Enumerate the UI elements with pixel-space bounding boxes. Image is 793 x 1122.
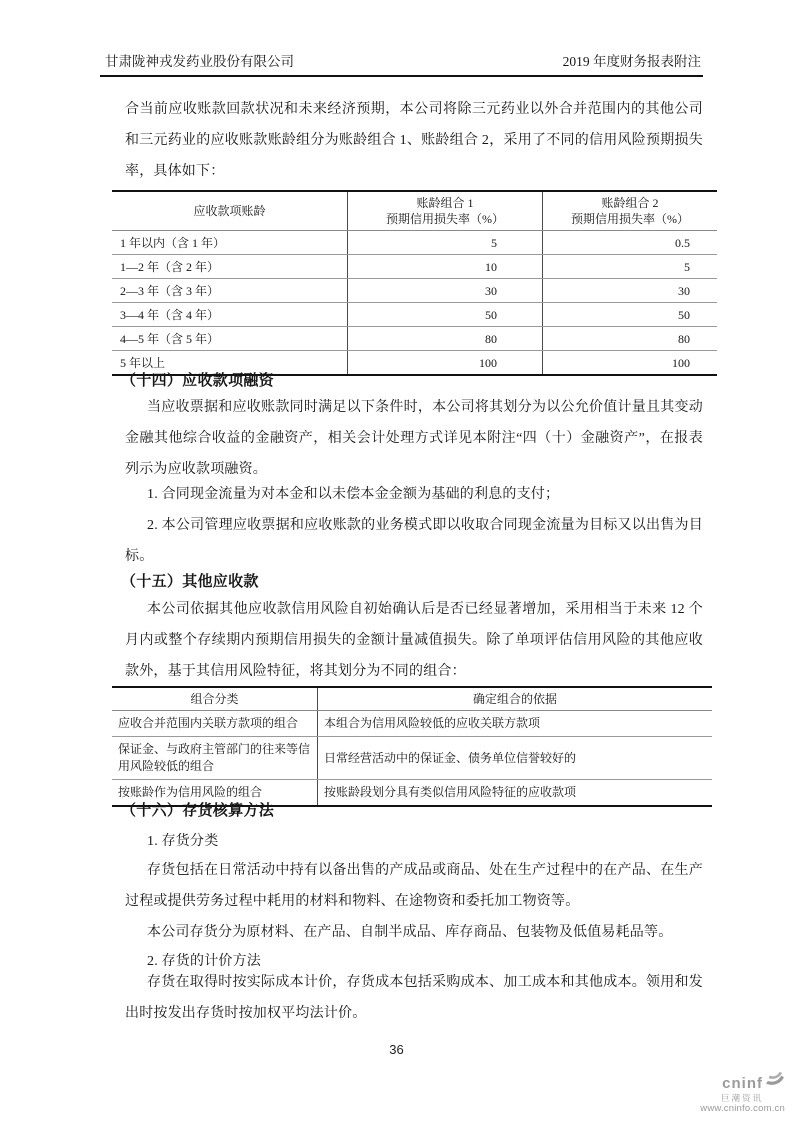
table-row: 1 年以内（含 1 年） 5 0.5 [112, 231, 717, 255]
subheading-inventory-valuation: 2. 存货的计价方法 [147, 954, 261, 969]
section-heading-14: （十四）应收款项融资 [121, 373, 275, 389]
table-header-row [112, 191, 717, 231]
list-item-1: 1. 合同现金流量为对本金和以未偿本金金额为基础的利息的支付； [147, 487, 560, 502]
paragraph: 本公司存货分为原材料、在产品、自制半成品、库存商品、包装物及低值易耗品等。 [147, 925, 673, 940]
col-header-group2: 账龄组合 2 预期信用损失率（%） [543, 191, 718, 231]
cninfo-watermark [675, 1072, 785, 1115]
col-header-category: 组合分类 [112, 687, 318, 711]
table-row: 应收合并范围内关联方款项的组合 本组合为信用风险较低的应收关联方款项 [112, 711, 712, 737]
table-row: 2—3 年（含 3 年） 30 30 [112, 279, 717, 303]
list-item-2: 2. 本公司管理应收票据和应收账款的业务模式即以收取合同现金流量为目标又以出售为目标。 [125, 518, 703, 564]
page-header [100, 50, 703, 77]
section-heading-15: （十五）其他应收款 [121, 574, 259, 590]
table-row: 按账龄作为信用风险的组合 按账龄段划分具有类似信用风险特征的应收款项 [112, 780, 712, 807]
intro-paragraph: 合当前应收账款回款状况和未来经济预期，本公司将除三元药业以外合并范围内的其他公司和三元药业的应收账款账龄组分为账龄组合 1、账龄组合 2，采用了不同的信用风险预期损失率，具体如下： [125, 102, 703, 179]
cninfo-swirl-icon [765, 1072, 785, 1094]
paragraph: 存货包括在日常活动中持有以备出售的产成品或商品、处在生产过程中的在产品、在生产过程或提供劳务过程中耗用的材料和物料、在途物资和委托加工物资等。 [125, 863, 703, 909]
cninfo-logo-text: cninf [722, 1074, 763, 1092]
table-row: 1—2 年（含 2 年） 10 5 [112, 255, 717, 279]
paragraph: 存货在取得时按实际成本计价，存货成本包括采购成本、加工成本和其他成本。领用和发出时按发出存货时按加权平均法计价。 [125, 975, 703, 1021]
col-header-aging: 应收款项账龄 [112, 191, 348, 231]
table-header-row [112, 687, 712, 711]
table-row: 4—5 年（含 5 年） 80 80 [112, 327, 717, 351]
col-header-group1: 账龄组合 1 预期信用损失率（%） [348, 191, 543, 231]
paragraph: 当应收票据和应收账款同时满足以下条件时，本公司将其划分为以公允价值计量且其变动金融其他综合收益的金融资产，相关会计处理方式详见本附注“四（十）金融资产”，在报表列示为应收款项融资。 [125, 400, 703, 477]
page-number: 36 [389, 1042, 404, 1057]
report-title: 2019 年度财务报表附注 [562, 54, 701, 69]
cninfo-url: www.cninfo.com.cn [700, 1103, 785, 1115]
subheading-inventory-classification: 1. 存货分类 [147, 834, 219, 849]
aging-loss-rate-table [112, 190, 717, 376]
section-heading-16: （十六）存货核算方法 [121, 803, 275, 819]
cninfo-chinese-name: 巨潮资讯 [720, 1093, 763, 1104]
col-header-basis: 确定组合的依据 [318, 687, 713, 711]
credit-risk-portfolio-table [112, 686, 712, 807]
table-row: 5 年以上 100 100 [112, 351, 717, 376]
table-row: 保证金、与政府主管部门的往来等信用风险较低的组合 日常经营活动中的保证金、债务单位信誉较好的 [112, 737, 712, 780]
company-name: 甘肃陇神戎发药业股份有限公司 [105, 54, 294, 69]
paragraph: 本公司依据其他应收款信用风险自初始确认后是否已经显著增加，采用相当于未来 12 个月内或整个存续期内预期信用损失的金额计量减值损失。除了单项评估信用风险的其他应收款外，基于其信用风险特征，将其划分为不同的组合： [125, 602, 703, 679]
table-row: 3—4 年（含 4 年） 50 50 [112, 303, 717, 327]
